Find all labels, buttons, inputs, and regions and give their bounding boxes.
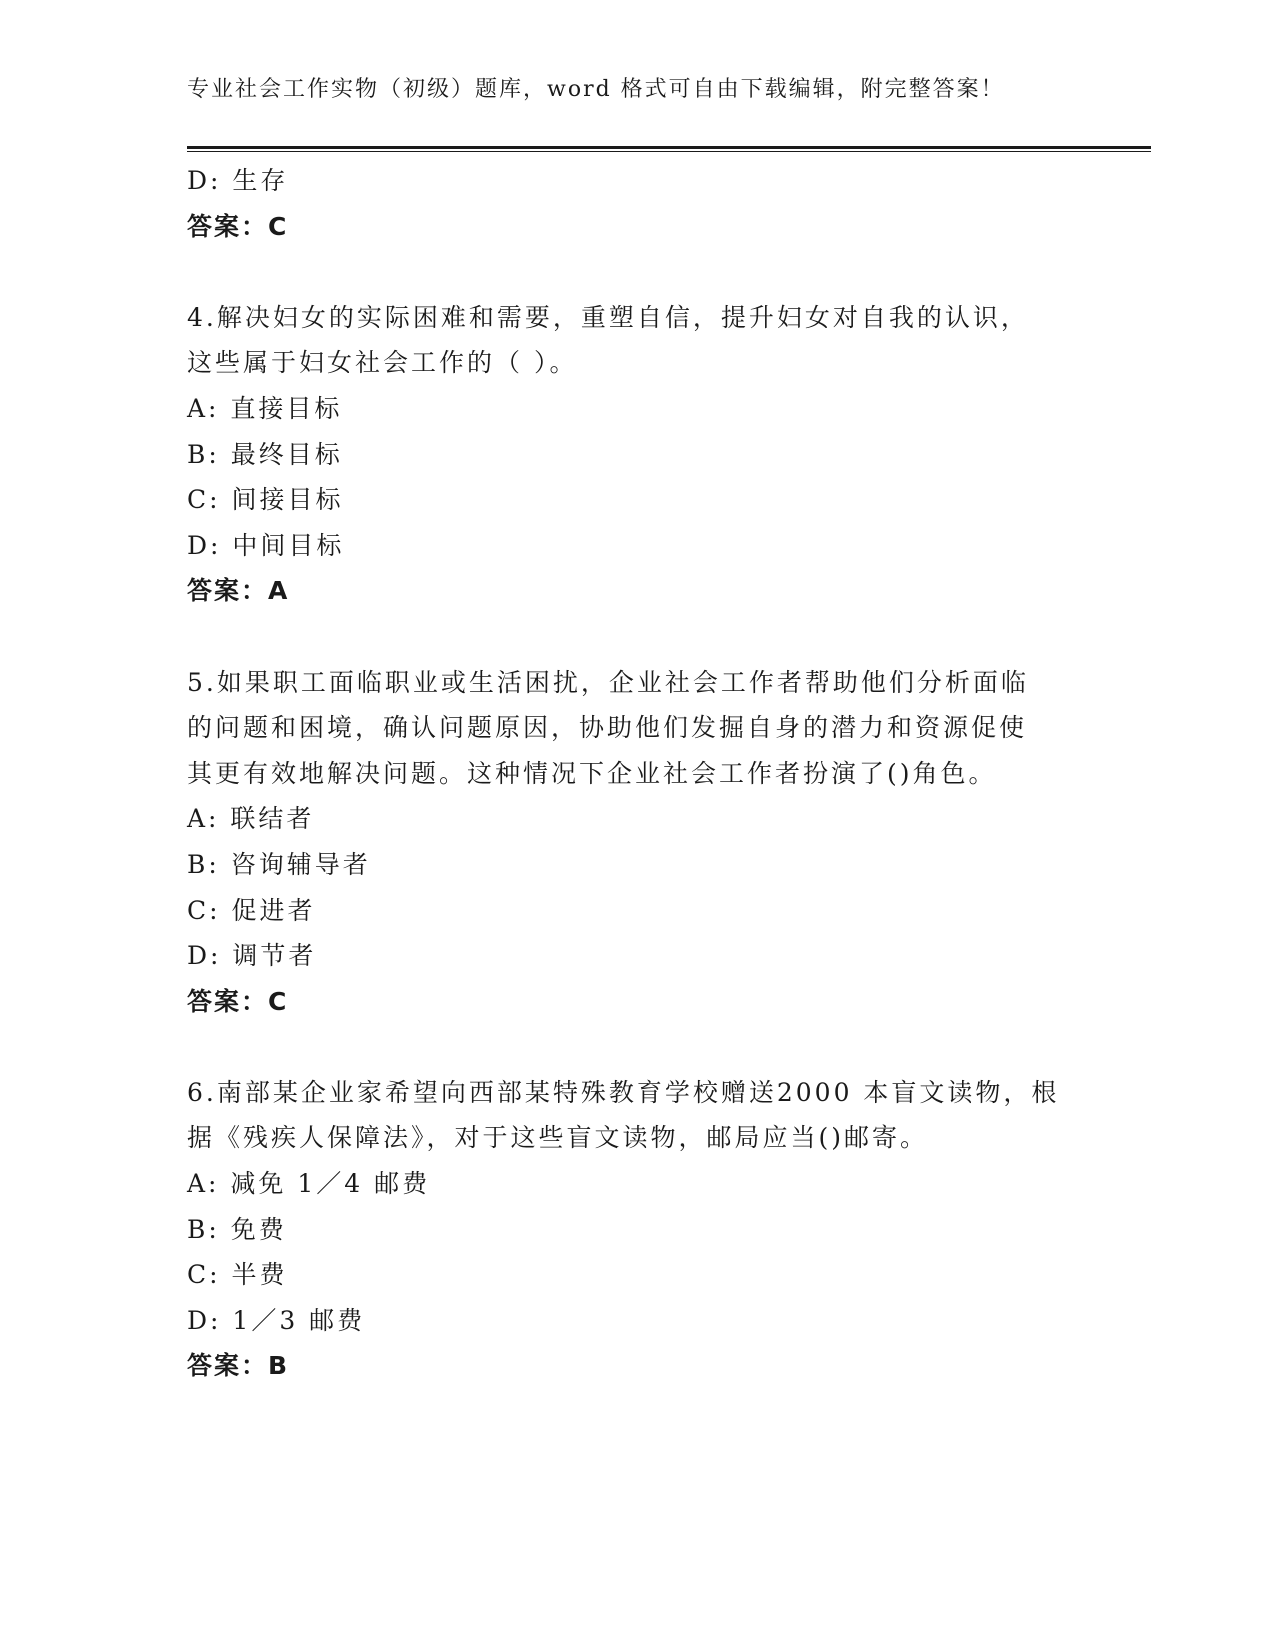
- q6-stem-line-2: 据《残疾人保障法》，对于这些盲文读物，邮局应当()邮寄。: [187, 1123, 929, 1153]
- q3-answer: 答案：C: [187, 211, 289, 241]
- q6-stem-line-1: 6.南部某企业家希望向西部某特殊教育学校赠送2000 本盲文读物，根: [187, 1077, 1060, 1107]
- q5-option-c: C: 促进者: [187, 895, 316, 925]
- q4-option-c: C: 间接目标: [187, 485, 344, 515]
- q6-answer: 答案：B: [187, 1351, 290, 1381]
- page-header: 专业社会工作实物（初级）题库，word 格式可自由下载编辑，附完整答案！: [187, 77, 1005, 102]
- question-5: [187, 660, 1087, 1025]
- q5-answer: 答案：C: [187, 986, 289, 1016]
- spacer: [187, 1024, 1087, 1070]
- q4-option-a: A: 直接目标: [187, 393, 343, 423]
- q4-option-b: B: 最终目标: [187, 439, 343, 469]
- q5-stem-line-3: 其更有效地解决问题。这种情况下企业社会工作者扮演了()角色。: [187, 758, 997, 788]
- q6-option-b: B: 免费: [187, 1214, 287, 1244]
- q5-option-a: A: 联结者: [187, 804, 315, 834]
- q3-option-d: D: 生存: [187, 166, 289, 195]
- q4-stem-line-1: 4.解决妇女的实际困难和需要，重塑自信，提升妇女对自我的认识，: [187, 302, 1029, 332]
- question-4: [187, 295, 1087, 614]
- spacer: [187, 249, 1087, 295]
- q4-stem-line-2: 这些属于妇女社会工作的（ ）。: [187, 348, 578, 378]
- q4-option-d: D: 中间目标: [187, 530, 345, 560]
- q6-option-d: D: 1／3 邮费: [187, 1305, 366, 1335]
- question-6: [187, 1070, 1087, 1389]
- q5-option-b: B: 咨询辅导者: [187, 849, 371, 879]
- header-rule-thick: [187, 146, 1151, 149]
- q5-stem-line-2: 的问题和困境，确认问题原因，协助他们发掘自身的潜力和资源促使: [187, 713, 1028, 743]
- q4-answer: 答案：A: [187, 576, 290, 606]
- question-content: [187, 158, 1087, 1389]
- header-rule-thin: [187, 151, 1151, 152]
- q5-stem-line-1: 5.如果职工面临职业或生活困扰，企业社会工作者帮助他们分析面临: [187, 667, 1029, 697]
- q5-option-d: D: 调节者: [187, 941, 317, 971]
- q6-option-a: A: 减免 1／4 邮费: [187, 1169, 431, 1199]
- q6-option-c: C: 半费: [187, 1260, 288, 1290]
- spacer: [187, 614, 1087, 660]
